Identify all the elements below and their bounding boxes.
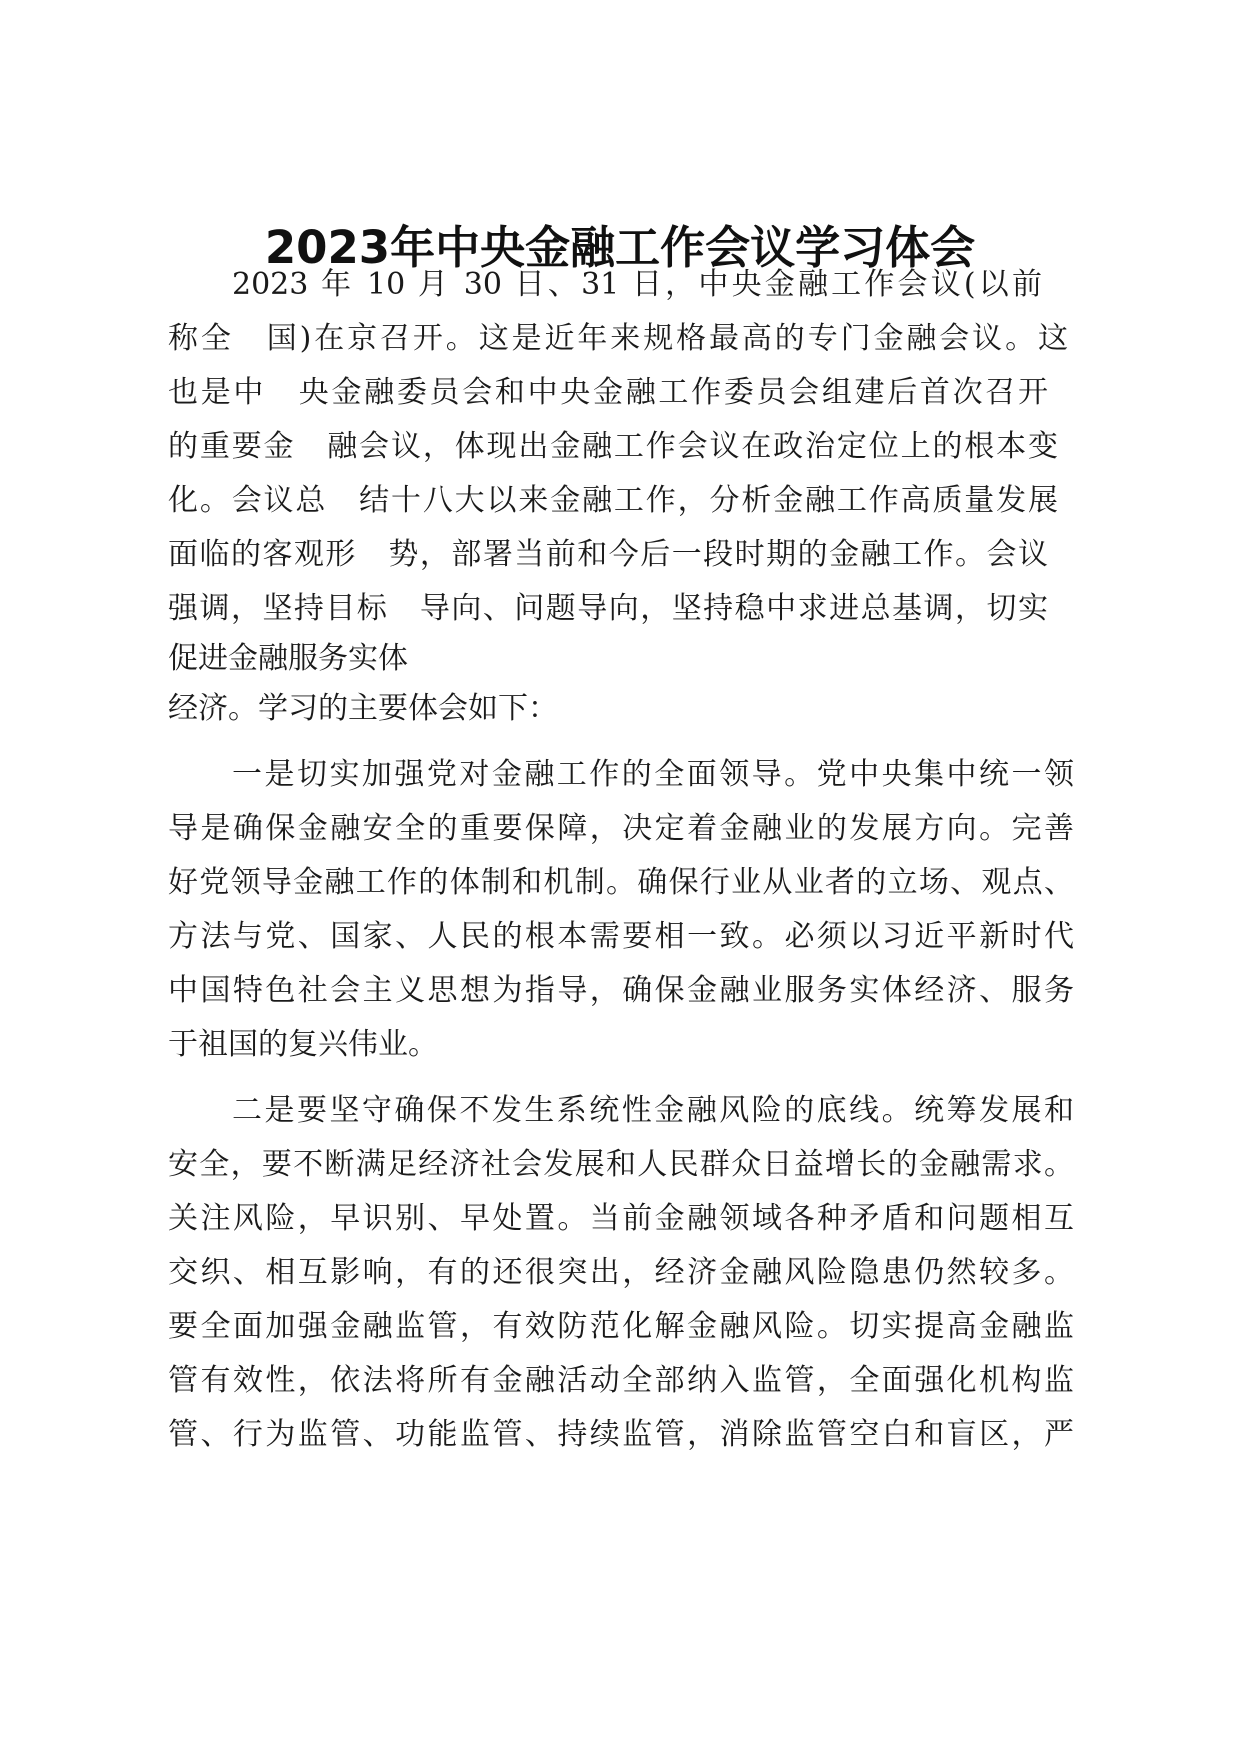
section2-line-5: 要全面加强金融监管，有效防范化解金融风险。切实提高金融监 xyxy=(168,1309,1074,1344)
document-title: 2023年中央金融工作会议学习体会 xyxy=(264,221,976,274)
section2-line-6: 管有效性，依法将所有金融活动全部纳入监管，全面强化机构监 xyxy=(168,1363,1074,1398)
section2-line-1: 二是要坚守确保不发生系统性金融风险的底线。统筹发展和 xyxy=(232,1093,1074,1128)
intro-line-1: 2023 年 10 月 30 日、31 日，中央金融工作会议(以前 xyxy=(232,267,1042,302)
intro-line-5: 化。会议总 结十八大以来金融工作，分析金融工作高质量发展 xyxy=(168,483,1058,518)
section1-line-3: 好党领导金融工作的体制和机制。确保行业从业者的立场、观点、 xyxy=(168,865,1074,900)
section2-line-4: 交织、相互影响，有的还很突出，经济金融风险隐患仍然较多。 xyxy=(168,1255,1074,1290)
section2-line-2: 安全，要不断满足经济社会发展和人民群众日益增长的金融需求。 xyxy=(168,1147,1074,1182)
section1-line-4: 方法与党、国家、人民的根本需要相一致。必须以习近平新时代 xyxy=(168,919,1074,954)
intro-line-4: 的重要金 融会议，体现出金融工作会议在政治定位上的根本变 xyxy=(168,429,1058,464)
section1-line-1: 一是切实加强党对金融工作的全面领导。党中央集中统一领 xyxy=(232,757,1074,792)
section1-line-6: 于祖国的复兴伟业。 xyxy=(168,1027,438,1062)
intro-line-3: 也是中 央金融委员会和中央金融工作委员会组建后首次召开 xyxy=(168,375,1048,410)
section2-line-3: 关注风险，早识别、早处置。当前金融领域各种矛盾和问题相互 xyxy=(168,1201,1074,1236)
intro-line-8: 促进金融服务实体 xyxy=(168,641,408,676)
intro-line-2: 称全 国)在京召开。这是近年来规格最高的专门金融会议。这 xyxy=(168,321,1068,356)
intro-line-7: 强调，坚持目标 导向、问题导向，坚持稳中求进总基调，切实 xyxy=(168,591,1048,626)
section1-line-5: 中国特色社会主义思想为指导，确保金融业服务实体经济、服务 xyxy=(168,973,1074,1008)
section2-line-7: 管、行为监管、功能监管、持续监管，消除监管空白和盲区，严 xyxy=(168,1417,1074,1452)
section1-line-2: 导是确保金融安全的重要保障，决定着金融业的发展方向。完善 xyxy=(168,811,1074,846)
intro-line-9: 经济。学习的主要体会如下： xyxy=(168,691,558,726)
intro-line-6: 面临的客观形 势，部署当前和今后一段时期的金融工作。会议 xyxy=(168,537,1048,572)
